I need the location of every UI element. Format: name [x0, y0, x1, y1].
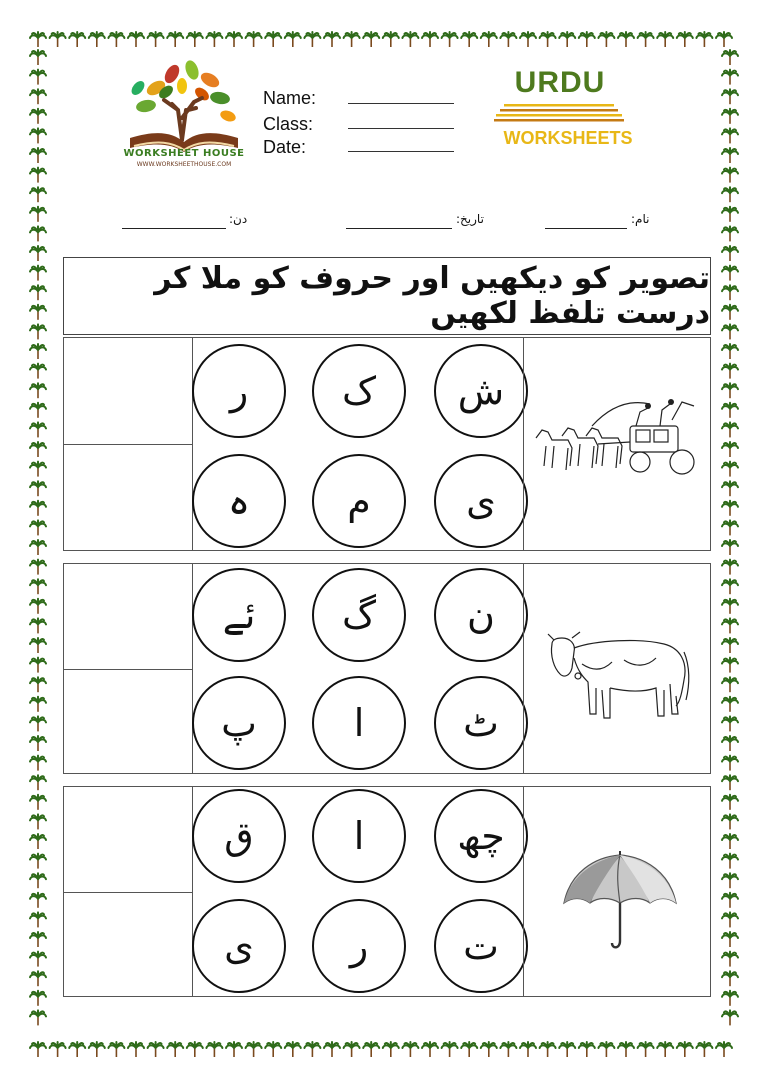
palm-tree-icon — [481, 32, 497, 47]
palm-tree-icon — [30, 893, 46, 908]
palm-tree-icon — [30, 109, 46, 124]
palm-tree-icon — [30, 324, 46, 339]
palm-tree-icon — [722, 462, 738, 477]
palm-tree-icon — [30, 716, 46, 731]
brand-title: URDU — [514, 66, 606, 99]
palm-tree-icon — [30, 795, 46, 810]
palm-tree-icon — [722, 422, 738, 437]
date-line[interactable] — [348, 151, 454, 152]
palm-tree-icon — [442, 32, 458, 47]
palm-tree-icon — [30, 403, 46, 418]
palm-tree-icon — [383, 1042, 399, 1057]
brand-subtitle: WORKSHEETS — [503, 128, 633, 148]
urdu-name-label: نام: — [631, 212, 650, 226]
palm-tree-icon — [722, 442, 738, 457]
palm-tree-icon — [722, 520, 738, 535]
palm-tree-icon — [30, 1042, 46, 1057]
palm-tree-icon — [722, 834, 738, 849]
palm-tree-icon — [722, 109, 738, 124]
palm-tree-icon — [402, 1042, 418, 1057]
palm-tree-icon — [30, 462, 46, 477]
palm-tree-icon — [304, 32, 320, 47]
palm-tree-icon — [579, 32, 595, 47]
palm-tree-icon — [722, 814, 738, 829]
palm-tree-icon — [30, 246, 46, 261]
letter-circle: چھ — [434, 789, 528, 883]
letter-circle: ک — [312, 344, 406, 438]
palm-tree-icon — [696, 32, 712, 47]
palm-tree-icon — [128, 32, 144, 47]
palm-tree-icon — [722, 50, 738, 65]
palm-tree-icon — [722, 207, 738, 222]
letter-circle: ٹ — [434, 676, 528, 770]
cow-icon — [544, 622, 694, 732]
palm-tree-icon — [30, 226, 46, 241]
palm-tree-icon — [69, 1042, 85, 1057]
palm-tree-icon — [500, 1042, 516, 1057]
palm-tree-icon — [722, 854, 738, 869]
palm-tree-icon — [363, 32, 379, 47]
palm-tree-icon — [722, 266, 738, 281]
palm-tree-icon — [30, 736, 46, 751]
palm-tree-icon — [30, 560, 46, 575]
logo-url: WWW.WORKSHEETHOUSE.COM — [136, 161, 232, 168]
palm-tree-icon — [500, 32, 516, 47]
palm-tree-icon — [344, 1042, 360, 1057]
palm-tree-icon — [722, 187, 738, 202]
palm-tree-icon — [722, 873, 738, 888]
exercise-row-3 — [63, 786, 711, 997]
palm-tree-icon — [30, 442, 46, 457]
palm-tree-icon — [722, 1010, 738, 1025]
palm-tree-icon — [304, 1042, 320, 1057]
palm-tree-icon — [422, 32, 438, 47]
brand-underline-bars — [494, 104, 624, 124]
palm-tree-icon — [226, 1042, 242, 1057]
palm-tree-icon — [520, 32, 536, 47]
palm-tree-icon — [30, 207, 46, 222]
exercise-row-2 — [63, 563, 711, 774]
palm-tree-icon — [722, 560, 738, 575]
palm-tree-icon — [559, 32, 575, 47]
palm-tree-icon — [148, 32, 164, 47]
letter-circle: ی — [192, 899, 286, 993]
palm-tree-icon — [481, 1042, 497, 1057]
palm-tree-icon — [30, 520, 46, 535]
horse-carriage-icon — [532, 396, 704, 486]
palm-tree-icon — [722, 775, 738, 790]
palm-tree-icon — [30, 658, 46, 673]
palm-tree-icon — [30, 599, 46, 614]
palm-tree-icon — [246, 32, 262, 47]
palm-tree-icon — [167, 32, 183, 47]
palm-tree-icon — [226, 32, 242, 47]
letter-circle: ا — [312, 789, 406, 883]
name-line[interactable] — [348, 103, 454, 104]
palm-tree-icon — [30, 756, 46, 771]
palm-tree-icon — [30, 873, 46, 888]
palm-tree-icon — [30, 677, 46, 692]
palm-tree-icon — [30, 697, 46, 712]
palm-tree-icon — [598, 32, 614, 47]
palm-tree-icon — [722, 579, 738, 594]
palm-tree-icon — [540, 1042, 556, 1057]
palm-tree-icon — [383, 32, 399, 47]
exercise-row-1 — [63, 337, 711, 551]
palm-tree-icon — [30, 285, 46, 300]
palm-tree-icon — [30, 501, 46, 516]
palm-tree-icon — [722, 128, 738, 143]
picture-column — [523, 787, 710, 996]
answer-box[interactable] — [64, 669, 193, 774]
letter-circle: گ — [312, 568, 406, 662]
palm-tree-icon — [30, 952, 46, 967]
palm-tree-icon — [187, 1042, 203, 1057]
palm-tree-icon — [722, 70, 738, 85]
palm-tree-icon — [722, 912, 738, 927]
palm-tree-icon — [722, 383, 738, 398]
palm-tree-icon — [722, 324, 738, 339]
palm-tree-icon — [520, 1042, 536, 1057]
answer-column — [64, 564, 193, 773]
palm-tree-icon — [402, 32, 418, 47]
urdu-date-label: تاریخ: — [456, 212, 484, 226]
palm-tree-icon — [722, 285, 738, 300]
palm-tree-icon — [30, 912, 46, 927]
answer-box[interactable] — [64, 787, 193, 892]
palm-tree-icon — [30, 364, 46, 379]
answer-box[interactable] — [64, 444, 193, 550]
palm-tree-icon — [722, 971, 738, 986]
letter-circle: ن — [434, 568, 528, 662]
palm-tree-icon — [30, 148, 46, 163]
palm-tree-icon — [722, 540, 738, 555]
palm-tree-icon — [108, 32, 124, 47]
palm-tree-icon — [30, 971, 46, 986]
palm-tree-icon — [265, 32, 281, 47]
palm-tree-icon — [30, 344, 46, 359]
palm-tree-icon — [30, 383, 46, 398]
palm-tree-icon — [722, 677, 738, 692]
palm-tree-icon — [30, 579, 46, 594]
date-label: Date: — [263, 137, 307, 157]
palm-tree-icon — [324, 32, 340, 47]
palm-tree-icon — [722, 716, 738, 731]
palm-tree-icon — [722, 89, 738, 104]
palm-tree-icon — [722, 305, 738, 320]
palm-tree-icon — [422, 1042, 438, 1057]
name-label: Name: — [263, 88, 317, 108]
palm-tree-icon — [30, 422, 46, 437]
palm-tree-icon — [722, 952, 738, 967]
palm-tree-icon — [187, 32, 203, 47]
palm-tree-icon — [265, 1042, 281, 1057]
palm-tree-icon — [722, 481, 738, 496]
letter-circle: م — [312, 454, 406, 548]
palm-tree-icon — [30, 854, 46, 869]
urdu-day-line[interactable] — [122, 228, 226, 229]
class-line[interactable] — [348, 128, 454, 129]
letter-circle: پ — [192, 676, 286, 770]
letter-circle: ق — [192, 789, 286, 883]
palm-tree-icon — [30, 50, 46, 65]
palm-tree-icon — [722, 736, 738, 751]
palm-tree-icon — [50, 32, 66, 47]
letter-circle: ش — [434, 344, 528, 438]
palm-tree-icon — [722, 364, 738, 379]
answer-box[interactable] — [64, 892, 193, 997]
palm-tree-icon — [30, 187, 46, 202]
palm-tree-icon — [618, 32, 634, 47]
palm-tree-icon — [30, 1010, 46, 1025]
palm-tree-icon — [722, 344, 738, 359]
palm-tree-icon — [206, 1042, 222, 1057]
palm-tree-icon — [722, 403, 738, 418]
palm-tree-icon — [442, 1042, 458, 1057]
palm-tree-icon — [30, 70, 46, 85]
palm-tree-icon — [722, 893, 738, 908]
letter-circle: ا — [312, 676, 406, 770]
palm-tree-icon — [30, 305, 46, 320]
palm-tree-icon — [461, 32, 477, 47]
palm-tree-icon — [722, 991, 738, 1006]
palm-tree-icon — [30, 89, 46, 104]
instruction-box — [63, 257, 711, 335]
palm-tree-icon — [30, 481, 46, 496]
palm-tree-icon — [598, 1042, 614, 1057]
palm-tree-icon — [638, 1042, 654, 1057]
letter-circle: ی — [434, 454, 528, 548]
palm-tree-icon — [30, 32, 46, 47]
palm-tree-icon — [461, 1042, 477, 1057]
answer-column — [64, 787, 193, 996]
answer-box[interactable] — [64, 564, 193, 669]
palm-tree-icon — [618, 1042, 634, 1057]
palm-tree-icon — [285, 1042, 301, 1057]
palm-tree-icon — [722, 168, 738, 183]
palm-tree-icon — [30, 638, 46, 653]
palm-tree-icon — [285, 32, 301, 47]
palm-tree-icon — [50, 1042, 66, 1057]
palm-tree-icon — [722, 618, 738, 633]
answer-column — [64, 338, 193, 550]
letter-circle: ئے — [192, 568, 286, 662]
umbrella-icon — [560, 849, 680, 959]
palm-tree-icon — [30, 814, 46, 829]
palm-tree-icon — [30, 168, 46, 183]
palm-tree-icon — [716, 32, 732, 47]
palm-tree-icon — [696, 1042, 712, 1057]
palm-tree-icon — [677, 1042, 693, 1057]
palm-tree-icon — [167, 1042, 183, 1057]
palm-tree-icon — [324, 1042, 340, 1057]
palm-tree-icon — [30, 266, 46, 281]
logo-wordmark: WORKSHEET HOUSE — [123, 148, 245, 159]
palm-tree-icon — [722, 246, 738, 261]
picture-column — [523, 564, 710, 773]
palm-tree-icon — [30, 128, 46, 143]
palm-tree-icon — [722, 148, 738, 163]
urdu-name-line[interactable] — [545, 228, 627, 229]
palm-tree-icon — [722, 697, 738, 712]
palm-tree-icon — [579, 1042, 595, 1057]
palm-tree-icon — [638, 32, 654, 47]
letter-circle: ت — [434, 899, 528, 993]
urdu-day-label: دن: — [229, 212, 248, 226]
instruction-text: تصویر کو دیکھیں اور حروف کو ملا کر درست تلفظ لکھیں — [154, 261, 710, 331]
palm-tree-icon — [206, 32, 222, 47]
palm-tree-icon — [722, 638, 738, 653]
answer-box[interactable] — [64, 338, 193, 444]
class-label: Class: — [263, 114, 314, 134]
palm-tree-icon — [363, 1042, 379, 1057]
palm-tree-icon — [30, 932, 46, 947]
palm-tree-icon — [722, 932, 738, 947]
palm-tree-icon — [30, 618, 46, 633]
palm-tree-icon — [677, 32, 693, 47]
palm-tree-icon — [128, 1042, 144, 1057]
palm-tree-icon — [30, 775, 46, 790]
palm-tree-icon — [716, 1042, 732, 1057]
palm-tree-icon — [246, 1042, 262, 1057]
palm-tree-icon — [559, 1042, 575, 1057]
palm-tree-icon — [657, 1042, 673, 1057]
letter-circle: ہ — [192, 454, 286, 548]
palm-tree-icon — [722, 795, 738, 810]
palm-tree-icon — [722, 599, 738, 614]
letter-circle: ر — [192, 344, 286, 438]
palm-tree-icon — [722, 501, 738, 516]
urdu-date-line[interactable] — [346, 228, 452, 229]
palm-tree-icon — [344, 32, 360, 47]
palm-tree-icon — [722, 226, 738, 241]
palm-tree-icon — [722, 658, 738, 673]
palm-tree-icon — [148, 1042, 164, 1057]
palm-tree-icon — [89, 32, 105, 47]
palm-tree-icon — [30, 834, 46, 849]
palm-tree-icon — [540, 32, 556, 47]
palm-tree-icon — [69, 32, 85, 47]
letter-circle: ر — [312, 899, 406, 993]
picture-column — [523, 338, 710, 550]
palm-tree-icon — [657, 32, 673, 47]
palm-tree-icon — [722, 756, 738, 771]
palm-tree-icon — [108, 1042, 124, 1057]
palm-tree-icon — [30, 540, 46, 555]
palm-tree-icon — [89, 1042, 105, 1057]
palm-tree-icon — [30, 991, 46, 1006]
